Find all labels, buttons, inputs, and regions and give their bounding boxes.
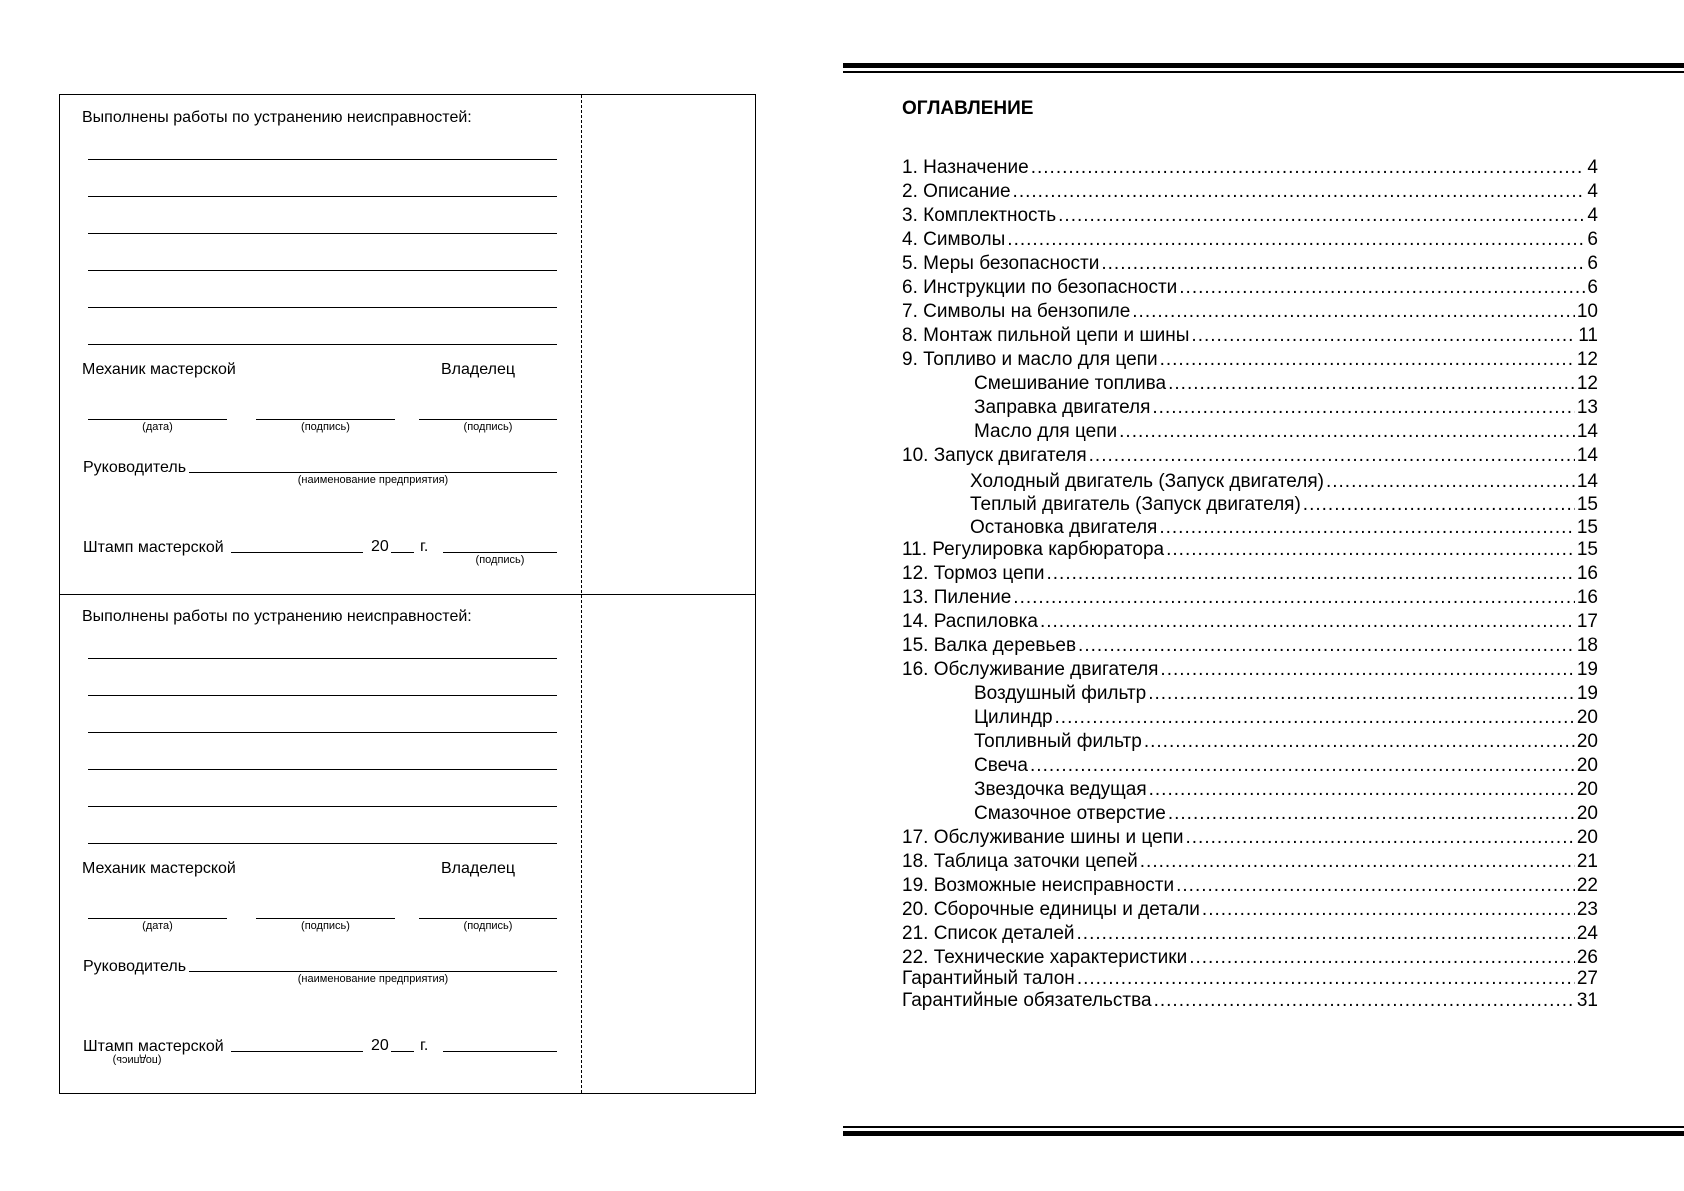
toc-item-page: 19 [1576, 683, 1598, 704]
write-line[interactable] [88, 806, 557, 807]
write-line[interactable] [88, 196, 557, 197]
manager-label: Руководитель [83, 958, 187, 975]
toc-leader-dots [1040, 611, 1575, 633]
year-suffix: г. [420, 1037, 429, 1054]
toc-leader-dots [1089, 445, 1575, 467]
toc-item-page: 15 [1576, 494, 1598, 515]
toc-item-page: 12 [1576, 349, 1598, 370]
toc-item[interactable] [902, 899, 1598, 921]
toc-item[interactable] [970, 494, 1598, 516]
toc-leader-dots [1077, 968, 1575, 990]
toc-item-title: 1. Назначение [902, 157, 1029, 178]
toc-item-title: 15. Валка деревьев [902, 635, 1077, 656]
toc-item-title: 22. Технические характеристики [902, 947, 1188, 968]
toc-item-title: 17. Обслуживание шины и цепи [902, 827, 1184, 848]
mechanic-label: Механик мастерской [82, 860, 236, 877]
stamp-line[interactable] [231, 1051, 363, 1052]
owner-label: Владелец [441, 860, 516, 877]
toc-item-page: 4 [1587, 157, 1598, 178]
toc-item-page: 11 [1578, 325, 1598, 346]
toc-item[interactable] [974, 373, 1598, 395]
toc-leader-dots [1176, 875, 1575, 897]
toc-leader-dots [1132, 301, 1575, 323]
toc-item-title: 16. Обслуживание двигателя [902, 659, 1159, 680]
write-line[interactable] [88, 658, 557, 659]
toc-leader-dots [1007, 229, 1585, 251]
repair-form [59, 94, 756, 1094]
top-rule-thick [843, 63, 1684, 68]
toc-item[interactable] [974, 731, 1598, 753]
toc-item-page: 20 [1576, 827, 1598, 848]
toc-item-title: Масло для цепи [974, 421, 1118, 442]
toc-leader-dots [1077, 923, 1575, 945]
signature-caption: (подпись) [475, 554, 525, 566]
date-line[interactable] [88, 918, 227, 919]
top-rule-thin [843, 71, 1684, 73]
toc-leader-dots [1189, 947, 1575, 969]
toc-leader-dots [1013, 587, 1575, 609]
toc-item[interactable] [974, 707, 1598, 729]
toc-leader-dots [1140, 851, 1575, 873]
toc-item-page: 15 [1576, 517, 1598, 538]
toc-item[interactable] [902, 611, 1598, 633]
toc-item-page: 31 [1576, 990, 1598, 1011]
toc-item-page: 16 [1576, 587, 1598, 608]
toc-item-title: 7. Символы на бензопиле [902, 301, 1131, 322]
toc-leader-dots [1160, 349, 1575, 371]
toc-item-title: 18. Таблица заточки цепей [902, 851, 1138, 872]
toc-item[interactable] [902, 659, 1598, 681]
company-caption: (наименование предприятия) [297, 973, 449, 985]
toc-item[interactable] [974, 421, 1598, 443]
toc-item-page: 6 [1587, 229, 1598, 250]
toc-item[interactable] [902, 277, 1598, 299]
company-line[interactable] [189, 472, 557, 473]
toc-leader-dots [1168, 803, 1575, 825]
stamp-label: Штамп мастерской [83, 539, 224, 556]
toc-leader-dots [1185, 827, 1574, 849]
toc-leader-dots [1144, 731, 1575, 753]
toc-leader-dots [1047, 563, 1575, 585]
stamp-label: Штамп мастерской [83, 1038, 224, 1055]
toc-leader-dots [1031, 157, 1586, 179]
toc-item[interactable] [902, 635, 1598, 657]
stamp-line[interactable] [231, 552, 363, 553]
toc-item[interactable] [902, 181, 1598, 203]
toc-leader-dots [1148, 683, 1575, 705]
toc-item-title: 13. Пиление [902, 587, 1012, 608]
toc-item-title: Теплый двигатель (Запуск двигателя) [970, 494, 1301, 515]
toc-item-page: 17 [1576, 611, 1598, 632]
toc-item-title: Топливный фильтр [974, 731, 1142, 752]
toc-item[interactable] [902, 229, 1598, 251]
toc-item-page: 14 [1576, 445, 1598, 466]
toc-item[interactable] [902, 923, 1598, 945]
toc-item-title: 4. Символы [902, 229, 1006, 250]
toc-leader-dots [1055, 707, 1575, 729]
toc-item-page: 18 [1576, 635, 1598, 656]
toc-item[interactable] [902, 301, 1598, 323]
toc-item[interactable] [902, 205, 1598, 227]
toc-item-page: 14 [1576, 421, 1598, 442]
toc-item-page: 14 [1576, 471, 1598, 492]
mechanic-label: Механик мастерской [82, 361, 236, 378]
toc-item-page: 21 [1576, 851, 1598, 872]
write-line[interactable] [88, 344, 557, 345]
toc-item-title: Заправка двигателя [974, 397, 1151, 418]
mechanic-signature-line[interactable] [256, 918, 395, 919]
toc-item[interactable] [974, 779, 1598, 801]
toc-item-title: 10. Запуск двигателя [902, 445, 1087, 466]
year-line[interactable] [391, 552, 414, 553]
write-line[interactable] [88, 233, 557, 234]
toc-item[interactable] [974, 397, 1598, 419]
mechanic-signature-line[interactable] [256, 419, 395, 420]
manager-label: Руководитель [83, 459, 187, 476]
toc-item-title: 2. Описание [902, 181, 1011, 202]
write-line[interactable] [88, 270, 557, 271]
toc-item[interactable] [902, 349, 1598, 371]
toc-leader-dots [1058, 205, 1585, 227]
toc-item[interactable] [902, 875, 1598, 897]
toc-item[interactable] [974, 803, 1598, 825]
owner-label: Владелец [441, 361, 516, 378]
toc-item-page: 4 [1587, 205, 1598, 226]
toc-item[interactable] [902, 325, 1598, 347]
repair-block-1 [60, 95, 581, 594]
toc-item[interactable] [902, 947, 1598, 969]
toc-item-page: 27 [1576, 968, 1598, 989]
toc-item-page: 20 [1576, 803, 1598, 824]
toc-item[interactable] [902, 851, 1598, 873]
toc-leader-dots [1078, 635, 1575, 657]
toc-item[interactable] [974, 755, 1598, 777]
toc-leader-dots [1179, 277, 1585, 299]
toc-item-page: 20 [1576, 779, 1598, 800]
toc-item-title: 9. Топливо и масло для цепи [902, 349, 1158, 370]
year-prefix: 20 [371, 538, 389, 555]
toc-item-page: 22 [1576, 875, 1598, 896]
toc-leader-dots [1013, 181, 1586, 203]
write-line[interactable] [88, 843, 557, 844]
toc-item-title: 14. Распиловка [902, 611, 1038, 632]
toc-item-title: 19. Возможные неисправности [902, 875, 1175, 896]
toc-item-title: Смазочное отверстие [974, 803, 1166, 824]
toc-item-page: 4 [1587, 181, 1598, 202]
write-line[interactable] [88, 307, 557, 308]
toc-leader-dots [1149, 779, 1575, 801]
toc-item-title: 5. Меры безопасности [902, 253, 1100, 274]
toc-item-page: 19 [1576, 659, 1598, 680]
repair-block-2 [60, 594, 581, 1093]
write-line[interactable] [88, 695, 557, 696]
toc-item-title: 20. Сборочные единицы и детали [902, 899, 1200, 920]
toc-item[interactable] [902, 968, 1598, 990]
toc-item-title: 11. Регулировка карбюратора [902, 539, 1165, 560]
toc-leader-dots [1303, 494, 1575, 516]
date-caption: (дата) [142, 920, 173, 932]
toc-leader-dots [1160, 659, 1574, 681]
stamp-signature-line[interactable] [443, 1051, 557, 1052]
repair-block-title: Выполнены работы по устранению неисправностей: [82, 608, 472, 625]
toc-item[interactable] [902, 253, 1598, 275]
toc-title: ОГЛАВЛЕНИЕ [902, 98, 1034, 119]
toc-item-page: 10 [1576, 301, 1598, 322]
toc-item-page: 20 [1576, 731, 1598, 752]
toc-item-title: Воздушный фильтр [974, 683, 1147, 704]
toc-item[interactable] [974, 683, 1598, 705]
toc-item-title: Холодный двигатель (Запуск двигателя) [970, 471, 1324, 492]
toc-item-page: 23 [1576, 899, 1598, 920]
toc-leader-dots [1166, 539, 1575, 561]
owner-signature-line[interactable] [419, 918, 557, 919]
toc-item-title: 12. Тормоз цепи [902, 563, 1045, 584]
toc-item-title: 21. Список деталей [902, 923, 1075, 944]
toc-item-page: 15 [1576, 539, 1598, 560]
toc-item-title: Гарантийные обязательства [902, 990, 1152, 1011]
toc-item-page: 20 [1576, 755, 1598, 776]
toc-leader-dots [1030, 755, 1575, 777]
year-suffix: г. [420, 538, 429, 555]
write-line[interactable] [88, 732, 557, 733]
toc-item[interactable] [902, 539, 1598, 561]
company-line[interactable] [189, 971, 557, 972]
toc-leader-dots [1326, 471, 1575, 493]
signature-caption: (подпись) [301, 421, 350, 433]
year-prefix: 20 [371, 1037, 389, 1054]
toc-item-title: Смешивание топлива [974, 373, 1167, 394]
toc-item[interactable] [902, 563, 1598, 585]
toc-item-title: 6. Инструкции по безопасности [902, 277, 1178, 298]
signature-caption-inverted: (подпись) [112, 1054, 162, 1066]
date-caption: (дата) [142, 421, 173, 433]
write-line[interactable] [88, 769, 557, 770]
toc-item[interactable] [902, 587, 1598, 609]
toc-item-title: 8. Монтаж пильной цепи и шины [902, 325, 1190, 346]
toc-item-page: 24 [1576, 923, 1598, 944]
signature-caption: (подпись) [301, 920, 350, 932]
signature-caption: (подпись) [463, 421, 513, 433]
stamp-signature-line[interactable] [443, 552, 557, 553]
toc-item-title: 3. Комплектность [902, 205, 1057, 226]
toc-leader-dots [1202, 899, 1575, 921]
toc-leader-dots [1191, 325, 1576, 347]
signature-caption: (подпись) [463, 920, 513, 932]
toc-item[interactable] [902, 990, 1598, 1012]
toc-item-title: Гарантийный талон [902, 968, 1075, 989]
toc-item-page: 12 [1576, 373, 1598, 394]
toc-item-title: Цилиндр [974, 707, 1053, 728]
toc-item-page: 16 [1576, 563, 1598, 584]
bottom-rule-thin [843, 1126, 1684, 1128]
write-line[interactable] [88, 159, 557, 160]
toc-item-page: 26 [1576, 947, 1598, 968]
toc-item[interactable] [970, 517, 1598, 539]
toc-item-title: Свеча [974, 755, 1029, 776]
toc-item-page: 6 [1587, 253, 1598, 274]
toc-item[interactable] [970, 471, 1598, 493]
toc-leader-dots [1101, 253, 1585, 275]
bottom-rule-thick [843, 1131, 1684, 1136]
toc-item[interactable] [902, 157, 1598, 179]
toc-leader-dots [1152, 397, 1574, 419]
toc-item-title: Звездочка ведущая [974, 779, 1147, 800]
toc-item-page: 13 [1576, 397, 1598, 418]
owner-signature-line[interactable] [419, 419, 557, 420]
date-line[interactable] [88, 419, 227, 420]
repair-block-title: Выполнены работы по устранению неисправностей: [82, 109, 472, 126]
toc-item-page: 6 [1587, 277, 1598, 298]
toc-leader-dots [1159, 517, 1575, 539]
toc-item-title: Остановка двигателя [970, 517, 1158, 538]
toc-item-page: 20 [1576, 707, 1598, 728]
toc-item[interactable] [902, 827, 1598, 849]
year-line[interactable] [391, 1051, 414, 1052]
toc-item[interactable] [902, 445, 1598, 467]
toc-leader-dots [1119, 421, 1575, 443]
toc-leader-dots [1168, 373, 1575, 395]
toc-leader-dots [1154, 990, 1575, 1012]
company-caption: (наименование предприятия) [297, 474, 449, 486]
